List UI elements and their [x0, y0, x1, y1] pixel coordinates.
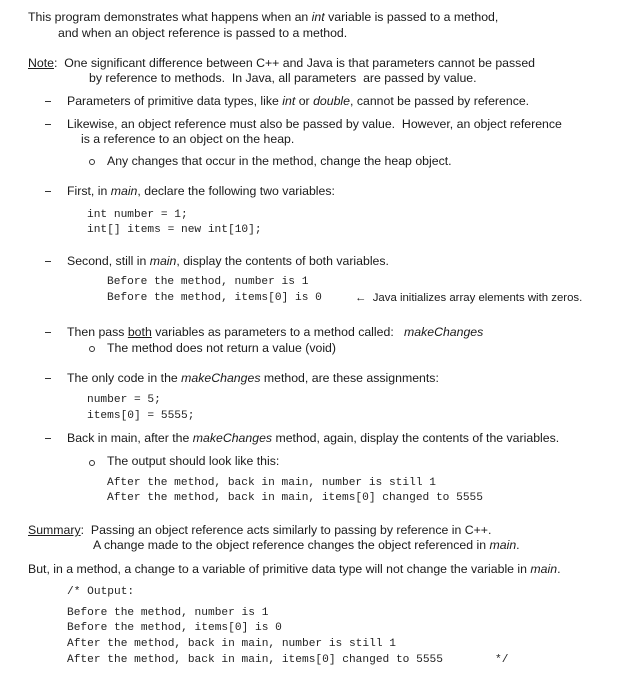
bullet-5-sub: The method does not return a value (void) [107, 341, 336, 355]
bullet-text: , declare the following two variables: [137, 184, 335, 198]
bullet-1 [67, 94, 529, 109]
summary-line-1 [28, 523, 491, 538]
output-line: After the method, back in main, items[0] changed to 5555 [67, 654, 443, 666]
bullet-dash [45, 124, 51, 125]
bullet-text: Second, still in [67, 254, 150, 268]
bullet-text: First, in [67, 184, 111, 198]
sub-bullet-circle [89, 460, 95, 466]
code-line: number = 5; [87, 394, 161, 406]
bullet-emphasis: makeChanges [181, 371, 261, 385]
output-line: Before the method, items[0] is 0 [67, 622, 282, 634]
bullet-7-sub: The output should look like this: [107, 454, 280, 468]
bullet-3 [67, 184, 335, 199]
code-line: int[] items = new int[10]; [87, 224, 262, 236]
bullet-7 [67, 431, 559, 446]
intro-line-1 [28, 10, 498, 25]
bullet-emphasis: makeChanges [192, 431, 273, 445]
bullet-dash [45, 261, 51, 262]
bullet-2-sub: Any changes that occur in the method, change the heap object. [107, 154, 452, 168]
intro-line-2: and when an object reference is passed to a method. [58, 26, 348, 40]
bullet-text: method, again, display the contents of the variables. [272, 431, 560, 445]
intro-emphasis: int [311, 10, 325, 24]
bullet-text: Then pass [67, 325, 128, 339]
bullet-2-line-1: Likewise, an object reference must also be passed by value. However, an object reference [67, 117, 562, 131]
output-comment-end: */ [495, 654, 509, 666]
bullet-text: The only code in the [67, 371, 182, 385]
sub-bullet-circle [89, 159, 95, 165]
bullet-6 [67, 371, 439, 386]
bullet-emphasis: main [110, 184, 138, 198]
output-line: Before the method, number is 1 [107, 276, 309, 288]
bullet-text: or [295, 94, 314, 108]
code-line: items[0] = 5555; [87, 410, 195, 422]
code-line: int number = 1; [87, 209, 188, 221]
closing-statement [28, 562, 561, 577]
bullet-5 [67, 325, 483, 340]
summary-line-2 [93, 538, 520, 553]
bullet-emphasis: int [282, 94, 296, 108]
note-text: : One significant difference between C++ and Java is that parameters cannot be passed [53, 56, 535, 70]
bullet-2-line-2: is a reference to an object on the heap. [81, 132, 295, 146]
closing-text: But, in a method, a change to a variable of primitive data type will not change the variable in [28, 562, 531, 576]
bullet-text: Back in main, after the [67, 431, 193, 445]
output-line: Before the method, items[0] is 0 [107, 292, 322, 304]
intro-text: This program demonstrates what happens when an [28, 10, 312, 24]
bullet-underline: both [127, 325, 152, 339]
bullet-dash [45, 191, 51, 192]
annotation-note: ← Java initializes array elements with zeros. [355, 292, 583, 304]
summary-label: Summary [28, 523, 81, 537]
closing-emphasis: main [530, 562, 558, 576]
bullet-text: , cannot be passed by reference. [350, 94, 530, 108]
bullet-emphasis: main [149, 254, 177, 268]
bullet-text: Parameters of primitive data types, like [67, 94, 283, 108]
sub-bullet-circle [89, 346, 95, 352]
bullet-text: , display the contents of both variables. [176, 254, 389, 268]
output-line: After the method, back in main, items[0] changed to 5555 [107, 492, 483, 504]
bullet-dash [45, 378, 51, 379]
bullet-text: variables as parameters to a method called: [151, 325, 404, 339]
closing-text: . [557, 562, 561, 576]
intro-text: variable is passed to a method, [324, 10, 499, 24]
bullet-dash [45, 101, 51, 102]
summary-text: . [516, 538, 520, 552]
summary-text: : Passing an object reference acts similarly to passing by reference in C++. [80, 523, 492, 537]
note-line-2: by reference to methods. In Java, all parameters are passed by value. [89, 71, 477, 85]
note-label: Note [28, 56, 54, 70]
note-line-1 [28, 56, 535, 71]
bullet-text: method, are these assignments: [260, 371, 439, 385]
output-comment-start: /* Output: [67, 586, 135, 598]
summary-text: A change made to the object reference changes the object referenced in [93, 538, 490, 552]
bullet-dash [45, 332, 51, 333]
summary-emphasis: main [489, 538, 517, 552]
output-line: Before the method, number is 1 [67, 607, 269, 619]
bullet-4 [67, 254, 389, 269]
bullet-dash [45, 438, 51, 439]
output-line: After the method, back in main, number is still 1 [67, 638, 396, 650]
bullet-emphasis: double [313, 94, 350, 108]
output-line: After the method, back in main, number is still 1 [107, 477, 436, 489]
bullet-emphasis: makeChanges [404, 325, 484, 339]
